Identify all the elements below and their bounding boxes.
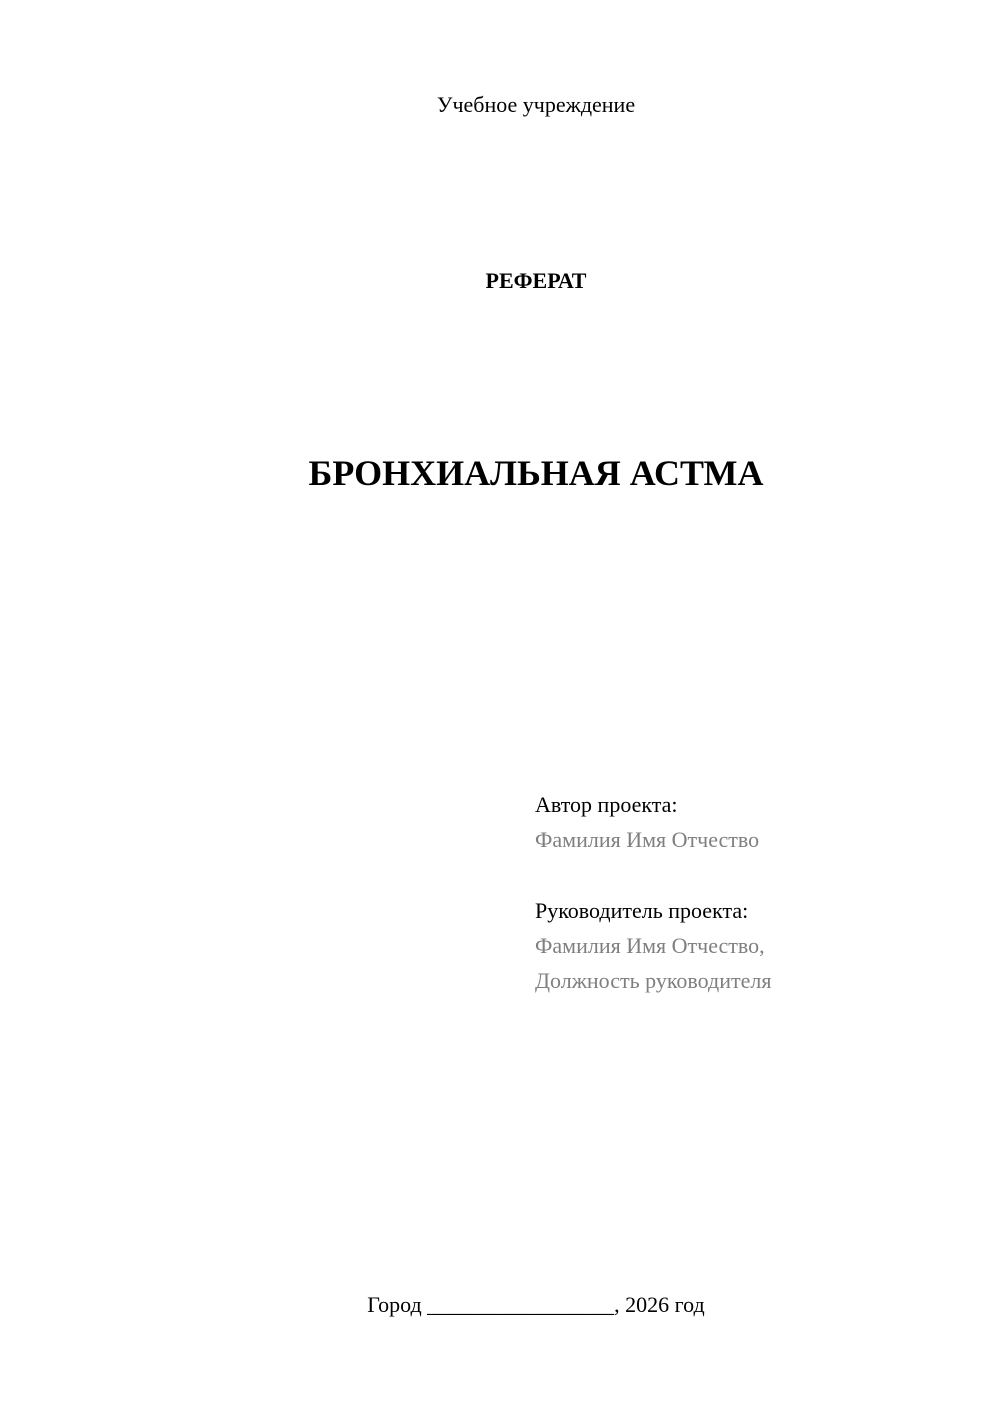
institution-name: Учебное учреждение <box>436 92 636 117</box>
credits-block <box>535 787 965 998</box>
document-title: БРОНХИАЛЬНАЯ АСТМА <box>308 453 764 493</box>
supervisor-position: Должность руководителя <box>535 968 772 993</box>
city-year-line: Город _________________, 2026 год <box>367 1292 705 1317</box>
supervisor-name: Фамилия Имя Отчество, <box>535 933 765 958</box>
author-label: Автор проекта: <box>535 792 678 817</box>
author-name: Фамилия Имя Отчество <box>535 827 760 852</box>
supervisor-label: Руководитель проекта: <box>535 898 749 923</box>
credits-spacer <box>535 857 965 893</box>
document-type: РЕФЕРАТ <box>485 268 587 293</box>
